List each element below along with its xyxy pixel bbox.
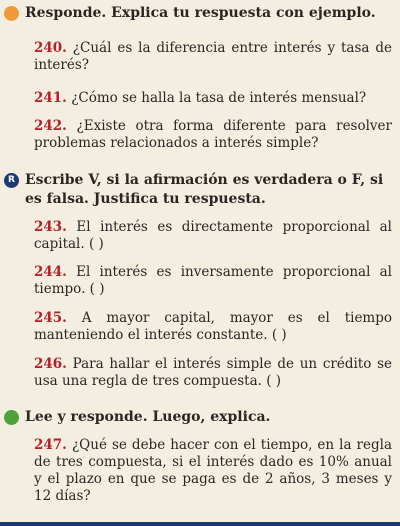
exercise-number: 246. bbox=[34, 356, 67, 372]
exercise-text: Para hallar el interés simple de un crédito se usa una regla de tres compuesta. ( ) bbox=[34, 356, 393, 389]
exercise-number: 245. bbox=[34, 310, 67, 326]
exercise-number: 242. bbox=[34, 118, 67, 134]
exercise-item-244 bbox=[34, 264, 392, 298]
exercise-number: 247. bbox=[34, 437, 67, 453]
section-heading-responde bbox=[4, 4, 394, 23]
exercise-item-247 bbox=[34, 437, 392, 505]
exercise-number: 240. bbox=[34, 40, 67, 56]
exercise-number: 241. bbox=[34, 90, 67, 106]
exercise-text: ¿Qué se debe hacer con el tiempo, en la regla de tres compuesta, si el interés dado es 10% anual y el plazo en que se paga es de 2 años, 3 meses y 12 días? bbox=[34, 437, 392, 504]
exercise-text: ¿Existe otra forma diferente para resolver problemas relacionados a interés simple? bbox=[34, 118, 392, 151]
exercise-number: 244. bbox=[34, 264, 67, 280]
exercise-item-246 bbox=[34, 356, 392, 390]
exercise-item-240 bbox=[34, 40, 392, 74]
exercise-item-241 bbox=[34, 90, 392, 107]
section-heading-text: Lee y responde. Luego, explica. bbox=[25, 409, 271, 425]
section-heading-text: Responde. Explica tu respuesta con ejemplo. bbox=[25, 5, 376, 21]
exercise-text: ¿Cuál es la diferencia entre interés y tasa de interés? bbox=[34, 40, 392, 73]
section-badge-icon bbox=[4, 410, 19, 425]
exercise-item-242 bbox=[34, 118, 392, 152]
section-heading-verdadero-falso bbox=[4, 171, 394, 209]
exercise-text: El interés es inversamente proporcional al tiempo. ( ) bbox=[34, 264, 392, 297]
exercise-text: ¿Cómo se halla la tasa de interés mensual? bbox=[71, 90, 367, 106]
exercise-item-243 bbox=[34, 219, 392, 253]
page-bottom-rule bbox=[0, 522, 400, 526]
exercise-item-245 bbox=[34, 310, 392, 344]
section-badge-icon bbox=[4, 6, 19, 21]
section-badge-icon: R bbox=[4, 173, 19, 188]
exercise-number: 243. bbox=[34, 219, 67, 235]
exercise-text: A mayor capital, mayor es el tiempo manteniendo el interés constante. ( ) bbox=[34, 310, 392, 343]
exercise-text: El interés es directamente proporcional al capital. ( ) bbox=[34, 219, 392, 252]
section-heading-lee-responde bbox=[4, 408, 394, 427]
section-heading-text: Escribe V, si la afirmación es verdadera o F, si es falsa. Justifica tu respuesta. bbox=[25, 172, 384, 207]
